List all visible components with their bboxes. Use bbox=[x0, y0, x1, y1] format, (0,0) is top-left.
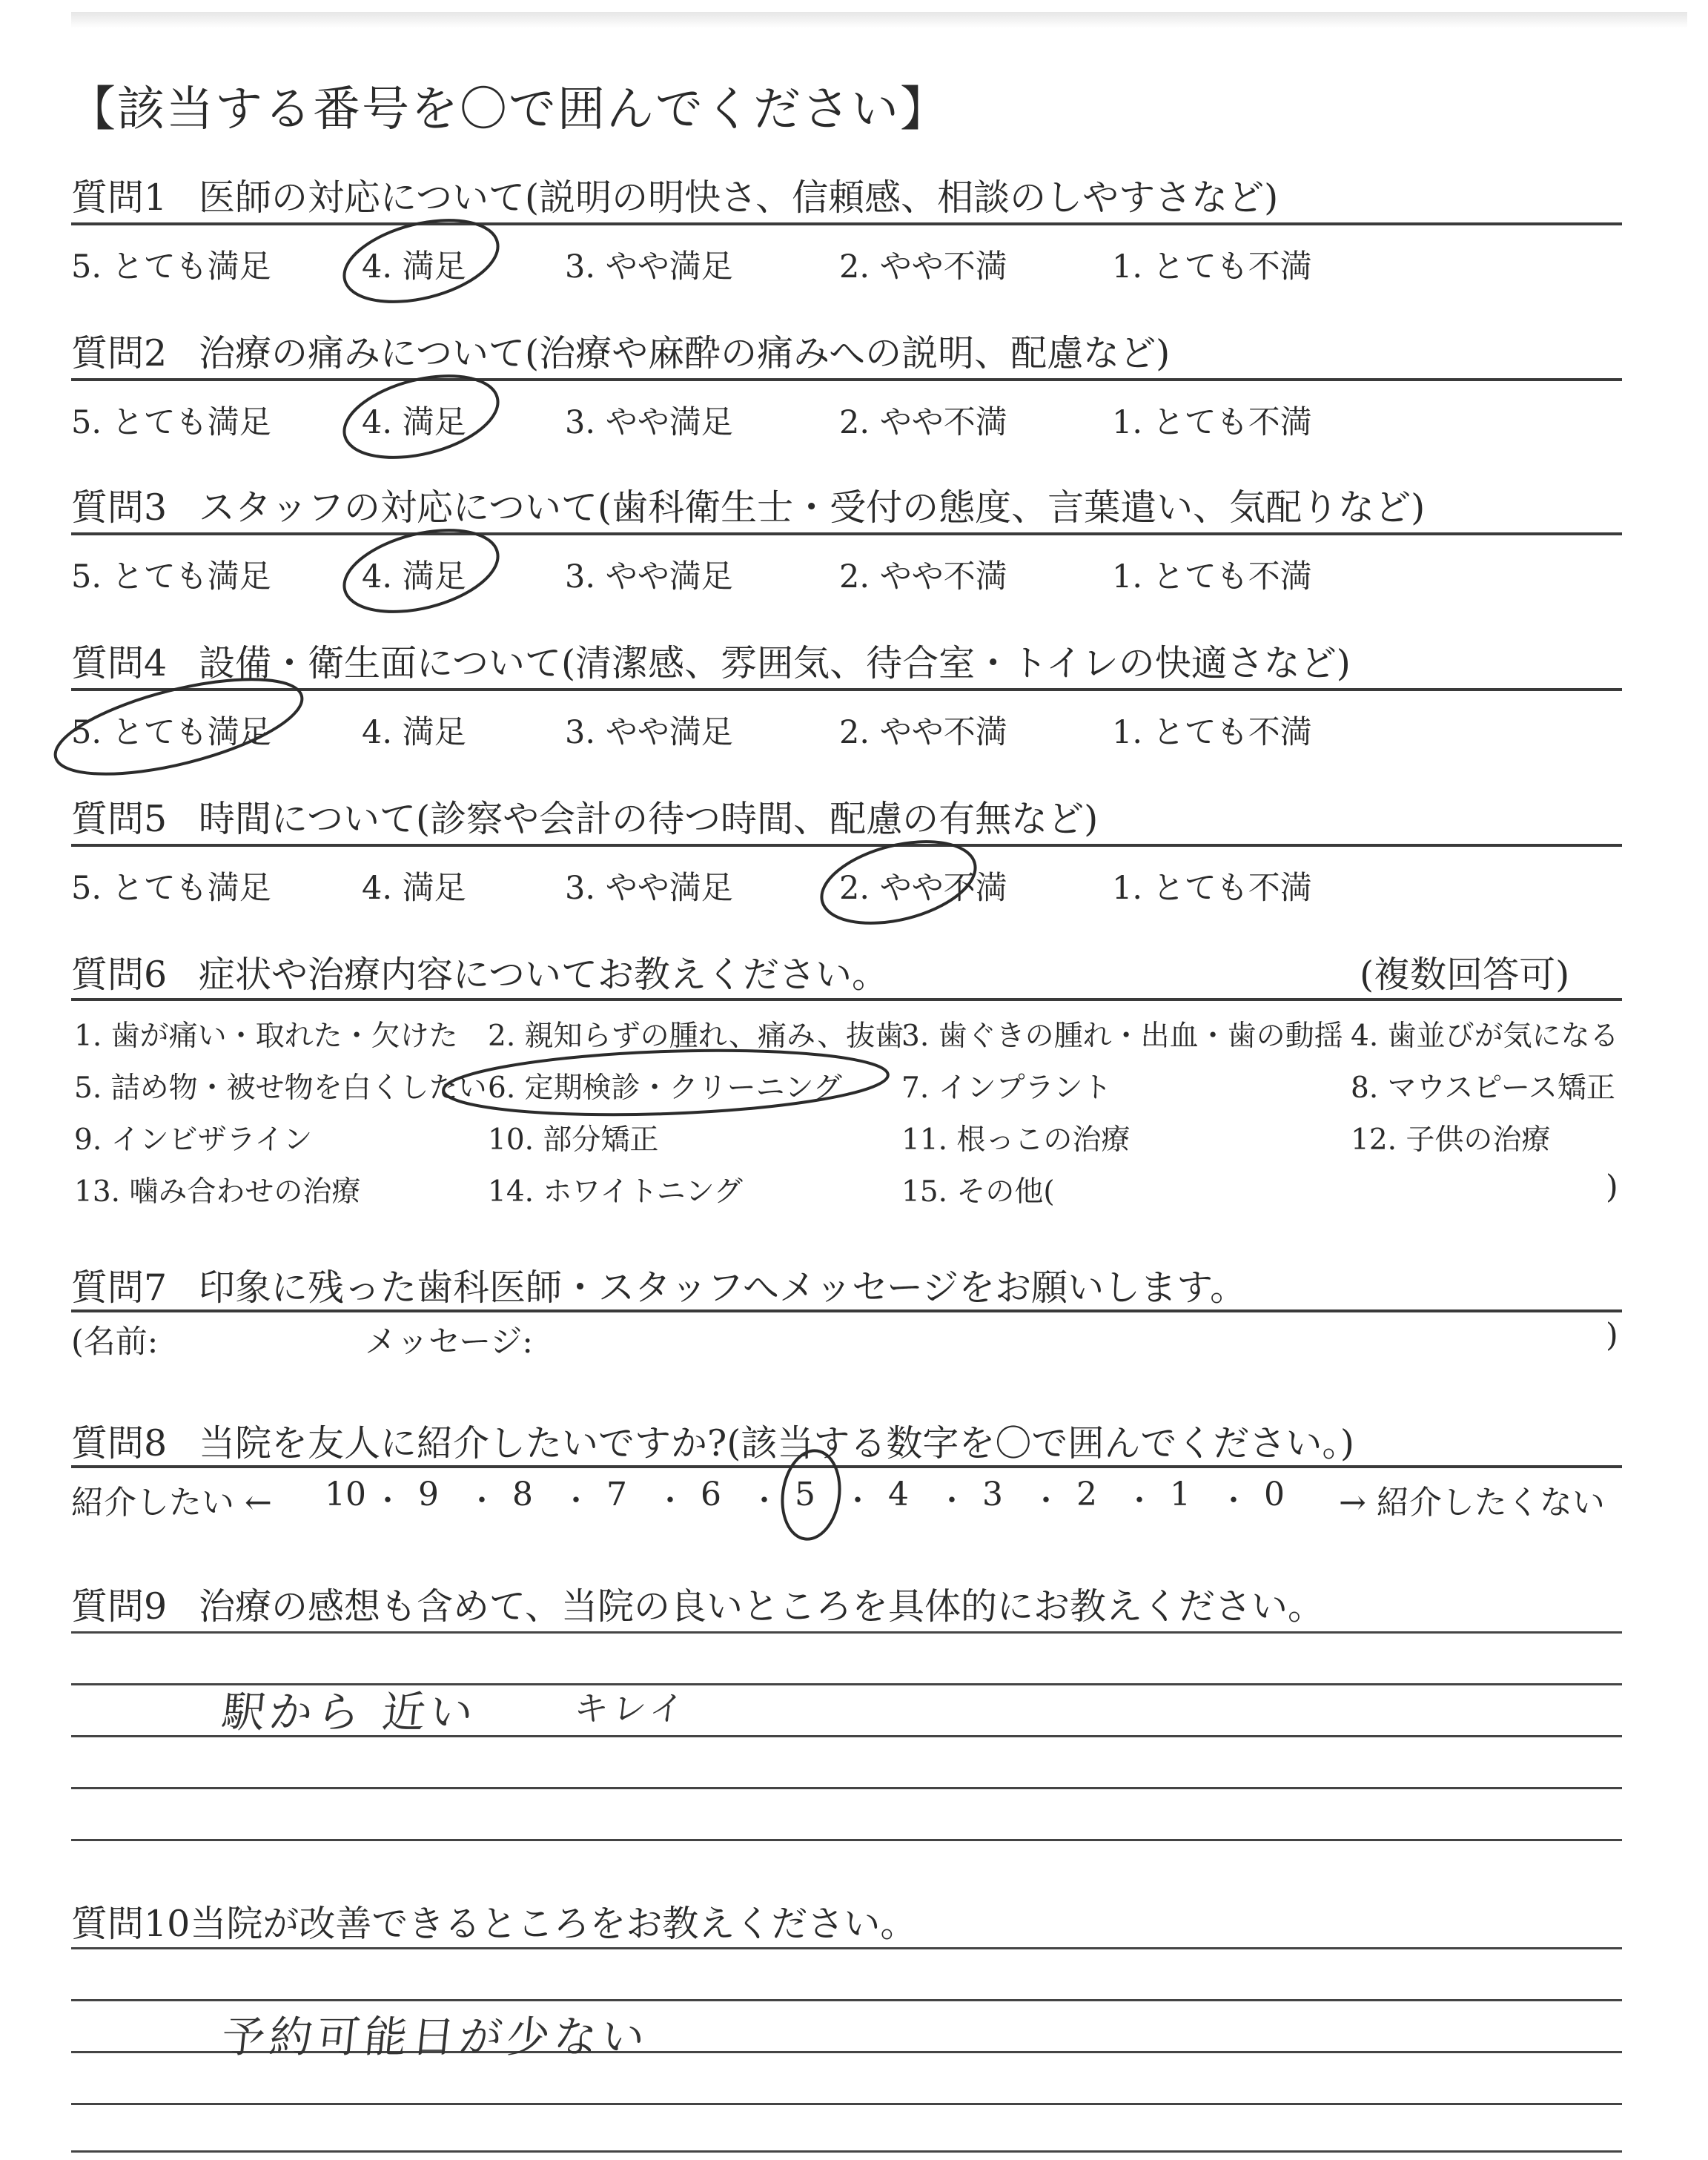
q6-option: 12. 子供の治療 bbox=[1351, 1123, 1551, 1157]
scale-number: 8 bbox=[512, 1476, 533, 1513]
q6-option: 3. 歯ぐきの腫れ・出血・歯の動揺 bbox=[901, 1020, 1343, 1053]
rating-option: 4. 満足 bbox=[362, 558, 466, 595]
page-title: 【該当する番号を〇で囲んでください】 bbox=[68, 82, 949, 137]
question-number: 質問10 bbox=[71, 1903, 191, 1945]
rating-option: 4. 満足 bbox=[362, 248, 466, 285]
handwritten-answer-q9-1: 駅から 近い bbox=[219, 1687, 480, 1737]
q6-option: 1. 歯が痛い・取れた・欠けた bbox=[74, 1020, 458, 1053]
rating-option: 1. とても不満 bbox=[1112, 558, 1312, 595]
selected-circle-q5 bbox=[813, 828, 984, 937]
scale-number: 0 bbox=[1264, 1476, 1285, 1513]
scale-separator: ・ bbox=[1031, 1484, 1061, 1518]
selected-circle-q8 bbox=[777, 1447, 845, 1542]
rating-option: 2. やや不満 bbox=[839, 870, 1007, 907]
question-number: 質問1 bbox=[71, 176, 168, 219]
name-label: (名前: bbox=[71, 1324, 159, 1361]
rating-option: 1. とても不満 bbox=[1112, 248, 1312, 285]
question-number: 質問9 bbox=[71, 1585, 168, 1628]
rating-option: 3. やや満足 bbox=[565, 404, 733, 441]
rating-option: 3. やや満足 bbox=[565, 714, 733, 751]
handwritten-answer-q10: 予約可能日が少ない bbox=[219, 2012, 652, 2062]
scale-separator: ・ bbox=[937, 1484, 967, 1518]
question-number: 質問2 bbox=[71, 332, 168, 374]
scale-separator: ・ bbox=[467, 1484, 497, 1518]
rating-option: 2. やや不満 bbox=[839, 714, 1007, 751]
question-text: 治療の痛みについて(治療や麻酔の痛みへの説明、配慮など) bbox=[199, 332, 1171, 374]
question-number: 質問7 bbox=[71, 1266, 168, 1309]
q6-option: 2. 親知らずの腫れ、痛み、抜歯 bbox=[488, 1020, 904, 1053]
message-close-paren: ) bbox=[1606, 1317, 1618, 1354]
question-text: 時間について(診察や会計の待つ時間、配慮の有無など) bbox=[199, 798, 1099, 840]
question-text: 治療の感想も含めて、当院の良いところを具体的にお教えください。 bbox=[199, 1585, 1325, 1628]
rating-option: 3. やや満足 bbox=[565, 558, 733, 595]
selected-circle-q2 bbox=[336, 362, 506, 472]
q6-option: 10. 部分矯正 bbox=[488, 1123, 659, 1157]
scale-separator: ・ bbox=[1125, 1484, 1154, 1518]
rating-option: 4. 満足 bbox=[362, 870, 466, 907]
rating-option: 5. とても満足 bbox=[71, 870, 271, 907]
rating-option: 5. とても満足 bbox=[71, 248, 271, 285]
question-text: スタッフの対応について(歯科衛生士・受付の態度、言葉遣い、気配りなど) bbox=[199, 486, 1426, 529]
multiple-answer-note: (複数回答可) bbox=[1360, 954, 1570, 996]
scale-number: 6 bbox=[701, 1476, 721, 1513]
message-label: メッセージ: bbox=[365, 1324, 533, 1361]
scale-number: 7 bbox=[606, 1476, 627, 1513]
scale-number: 5 bbox=[795, 1476, 815, 1513]
q6-option: 6. 定期検診・クリーニング bbox=[488, 1071, 842, 1105]
q6-option: 13. 噛み合わせの治療 bbox=[74, 1175, 361, 1209]
question-number: 質問5 bbox=[71, 798, 168, 840]
scale-separator: ・ bbox=[749, 1484, 779, 1518]
q6-option: 8. マウスピース矯正 bbox=[1351, 1071, 1615, 1105]
question-number: 質問6 bbox=[71, 954, 168, 996]
q6-option: 4. 歯並びが気になる bbox=[1351, 1020, 1619, 1053]
question-text: 症状や治療内容についてお教えください。 bbox=[199, 954, 889, 996]
question-number: 質問8 bbox=[71, 1422, 168, 1464]
question-text: 医師の対応について(説明の明快さ、信頼感、相談のしやすさなど) bbox=[199, 176, 1279, 219]
question-text: 設備・衛生面について(清潔感、雰囲気、待合室・トイレの快適さなど) bbox=[199, 642, 1351, 684]
scale-separator: ・ bbox=[373, 1484, 403, 1518]
scale-separator: ・ bbox=[561, 1484, 591, 1518]
rating-option: 5. とても満足 bbox=[71, 558, 271, 595]
rating-option: 3. やや満足 bbox=[565, 248, 733, 285]
question-text: 当院が改善できるところをお教えください。 bbox=[190, 1903, 917, 1945]
question-number: 質問3 bbox=[71, 486, 168, 529]
scale-number: 10 bbox=[325, 1476, 366, 1513]
q6-option: 5. 詰め物・被せ物を白くしたい bbox=[74, 1071, 487, 1105]
selected-circle-q6 bbox=[443, 1044, 890, 1122]
scale-number: 1 bbox=[1170, 1476, 1191, 1513]
rating-option: 1. とても不満 bbox=[1112, 404, 1312, 441]
rating-option: 1. とても不満 bbox=[1112, 870, 1312, 907]
scale-number: 9 bbox=[418, 1476, 439, 1513]
recommend-left-label: 紹介したい ← bbox=[71, 1484, 272, 1522]
scale-number: 4 bbox=[888, 1476, 909, 1513]
question-text: 印象に残った歯科医師・スタッフへメッセージをお願いします。 bbox=[199, 1266, 1247, 1309]
rating-option: 2. やや不満 bbox=[839, 558, 1007, 595]
rating-option: 5. とても満足 bbox=[71, 714, 271, 751]
question-number: 質問4 bbox=[71, 642, 168, 684]
rating-option: 2. やや不満 bbox=[839, 248, 1007, 285]
q6-option: 11. 根っこの治療 bbox=[901, 1123, 1131, 1157]
q6-option: 9. インビザライン bbox=[74, 1123, 313, 1157]
q6-option: 7. インプラント bbox=[901, 1071, 1112, 1105]
selected-circle-q1 bbox=[336, 206, 506, 316]
scale-separator: ・ bbox=[843, 1484, 873, 1518]
rating-option: 2. やや不満 bbox=[839, 404, 1007, 441]
rating-option: 5. とても満足 bbox=[71, 404, 271, 441]
rating-option: 1. とても不満 bbox=[1112, 714, 1312, 751]
selected-circle-q4 bbox=[47, 660, 311, 793]
handwritten-answer-q9-2: キレイ bbox=[572, 1688, 690, 1728]
recommend-right-label: → 紹介したくない bbox=[1339, 1484, 1605, 1522]
question-text: 当院を友人に紹介したいですか?(該当する数字を〇で囲んでください。) bbox=[199, 1422, 1355, 1464]
scale-number: 3 bbox=[982, 1476, 1003, 1513]
other-close-paren: ) bbox=[1606, 1169, 1618, 1206]
scale-separator: ・ bbox=[655, 1484, 685, 1518]
scale-separator: ・ bbox=[1219, 1484, 1248, 1518]
scale-number: 2 bbox=[1076, 1476, 1097, 1513]
rating-option: 4. 満足 bbox=[362, 714, 466, 751]
rating-option: 4. 満足 bbox=[362, 404, 466, 441]
q6-option: 15. その他( bbox=[901, 1175, 1055, 1209]
selected-circle-q3 bbox=[336, 516, 506, 626]
q6-option: 14. ホワイトニング bbox=[488, 1175, 743, 1209]
rating-option: 3. やや満足 bbox=[565, 870, 733, 907]
